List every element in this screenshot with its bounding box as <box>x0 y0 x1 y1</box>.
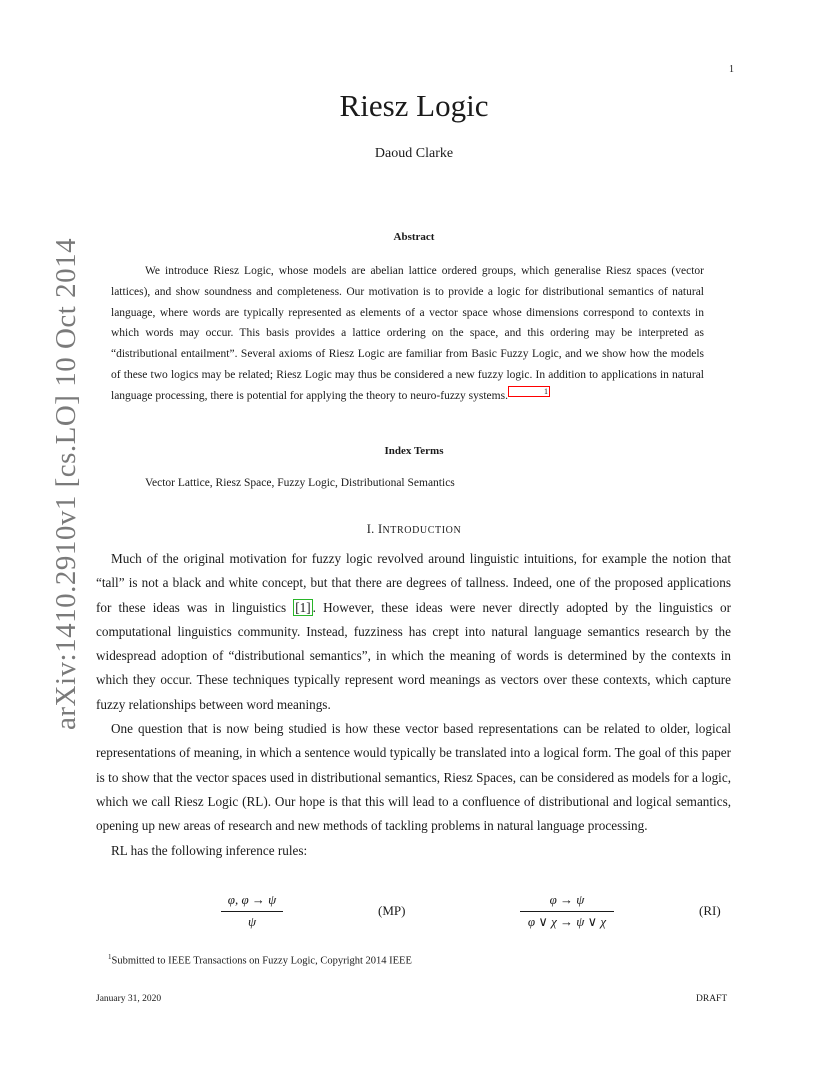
ri-fraction-line <box>520 911 614 912</box>
footer-date: January 31, 2020 <box>96 994 162 1004</box>
citation-link[interactable]: [1] <box>295 599 311 615</box>
page-number: 1 <box>729 64 734 75</box>
arxiv-stamp: arXiv:1410.2910v1 [cs.LO] 10 Oct 2014 <box>50 237 82 730</box>
paper-author: Daoud Clarke <box>374 146 454 161</box>
footnote-mark: 1 <box>108 953 112 961</box>
inference-rule-mp <box>221 892 283 930</box>
footnote <box>108 953 412 967</box>
paragraph-3: RL has the following inference rules: <box>111 842 308 858</box>
paragraph-1 <box>96 547 731 717</box>
abstract-body <box>111 261 704 407</box>
intro-body <box>96 547 731 863</box>
paragraph-1-part-b: . However, these ideas were never directly adopted by the linguistics or computational linguistics community. Instead, fuzziness has crept into natural language semantics research by the widespread adoption of “distributional semantics”, in which the meaning of words is determined by the contexts in which they occur. These techniques typically represent word meanings as vectors over these contexts, which capture fuzzy relationships between word meanings. <box>96 599 731 712</box>
abstract-heading: Abstract <box>393 231 435 243</box>
inference-rule-ri <box>520 892 614 930</box>
footer-status: DRAFT <box>696 994 728 1004</box>
ri-denominator: φ ∨ χ → ψ ∨ χ <box>527 914 607 929</box>
abstract-text: We introduce Riesz Logic, whose models are abelian lattice ordered groups, which generalise Riesz spaces (vector lattices), and show soundness and completeness. Our motivation is to provide a logic for distributional semantics of natural language, where words are typically represented as elements of a vector space whose dimensions correspond to contexts in which words may occur. This basis provides a lattice ordering on the space, and this ordering may be interpreted as “distributional entailment”. Several axioms of Riesz Logic are familiar from Basic Fuzzy Logic, and we show how the models of these two logics may be related; Riesz Logic may thus be considered a new fuzzy logic. In addition to applications in natural language processing, there is potential for applying the theory to neuro-fuzzy systems. <box>111 265 704 402</box>
paper-title: Riesz Logic <box>339 88 489 123</box>
ri-label: (RI) <box>699 903 721 918</box>
index-terms-heading: Index Terms <box>384 445 444 457</box>
paragraph-1-part-a: Much of the original motivation for fuzzy logic revolved around linguistic intuitions, for example the notion that “tall” is not a black and white concept, but that there are degrees of tallness. Indeed, one of the proposed applications for these ideas was in linguistics <box>96 551 731 615</box>
mp-fraction-line <box>221 911 283 912</box>
mp-label: (MP) <box>378 903 406 918</box>
section-title-rest: NTRODUCTION <box>382 525 462 536</box>
footnote-text: Submitted to IEEE Transactions on Fuzzy Logic, Copyright 2014 IEEE <box>111 955 412 967</box>
section-initial: I <box>378 522 383 536</box>
index-terms-text: Vector Lattice, Riesz Space, Fuzzy Logic, Distributional Semantics <box>145 477 455 489</box>
section-number: I. <box>366 522 375 536</box>
ri-numerator: φ → ψ <box>549 892 585 907</box>
mp-denominator: ψ <box>247 914 257 929</box>
footnote-link[interactable]: 1 <box>508 386 550 397</box>
section-heading <box>0 522 828 537</box>
mp-numerator: φ, φ → ψ <box>227 892 277 907</box>
paragraph-2: One question that is now being studied is how these vector based representations can be related to older, logical representations of meaning, in which a sentence would typically be translated into a logical form. The goal of this paper is to show that the vector spaces used in distributional semantics, Riesz Spaces, can be considered as models for a logic, which we call Riesz Logic (RL). Our hope is that this will lead to a confluence of distributional and logical semantics, opening up new areas of research and new methods of tackling problems in natural language processing. <box>96 721 731 834</box>
